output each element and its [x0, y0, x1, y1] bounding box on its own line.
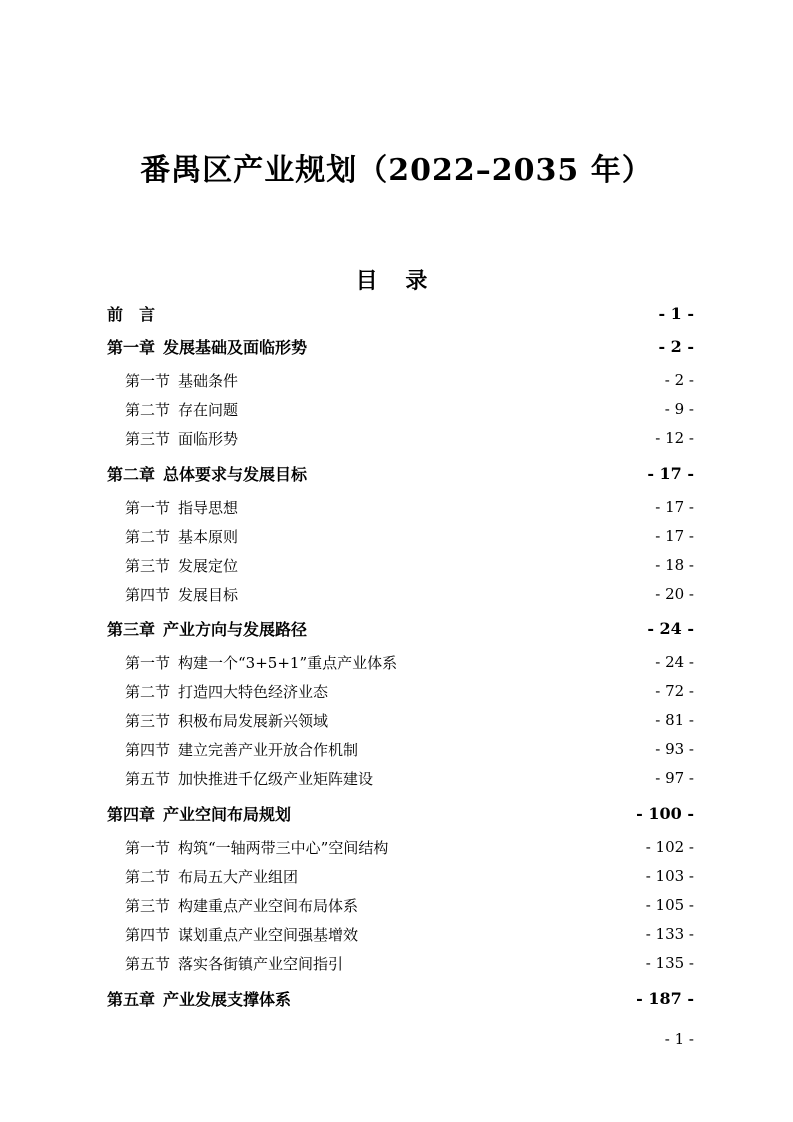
toc-entry-label — [125, 555, 238, 576]
toc-entry-number: 第二节 — [125, 400, 171, 419]
toc-dot-leader — [360, 934, 644, 935]
toc-section-entry[interactable] — [107, 423, 694, 453]
toc-entry-text: 基础条件 — [178, 371, 239, 390]
toc-entry-page: - 135 - — [645, 954, 694, 972]
toc-entry-text: 落实各街镇产业空间指引 — [178, 954, 344, 973]
toc-entry-text: 打造四大特色经济业态 — [178, 682, 329, 701]
toc-heading: 目 录 — [355, 268, 438, 294]
toc-section-entry[interactable] — [107, 394, 694, 424]
toc-entry-label — [107, 617, 307, 640]
toc-entry-number: 第四节 — [125, 925, 171, 944]
toc-section-entry[interactable] — [107, 919, 694, 949]
toc-entry-page: - 17 - — [655, 527, 694, 545]
toc-entry-text: 发展定位 — [178, 556, 239, 575]
toc-entry-label — [107, 335, 307, 358]
toc-entry-text: 总体要求与发展目标 — [163, 464, 308, 484]
toc-entry-page: - 102 - — [645, 838, 694, 856]
toc-entry-number: 第一节 — [125, 653, 171, 672]
toc-section-entry[interactable] — [107, 676, 694, 706]
toc-entry-text: 面临形势 — [178, 429, 239, 448]
toc-dot-leader — [240, 565, 653, 566]
toc-entry-text: 布局五大产业组团 — [178, 867, 299, 886]
toc-dot-leader — [240, 536, 653, 537]
toc-section-entry[interactable] — [107, 763, 694, 793]
toc-entry-label — [125, 837, 388, 858]
toc-section-entry[interactable] — [107, 890, 694, 920]
toc-entry-number: 第四章 — [107, 804, 156, 824]
toc-dot-leader — [390, 847, 643, 848]
toc-entry-number: 第五节 — [125, 769, 171, 788]
toc-section-entry[interactable] — [107, 705, 694, 735]
toc-entry-number: 第三节 — [125, 711, 171, 730]
toc-entry-text: 建立完善产业开放合作机制 — [178, 740, 359, 759]
toc-entry-text: 产业空间布局规划 — [163, 804, 292, 824]
toc-entry-number: 第四节 — [125, 740, 171, 759]
toc-entry-label — [107, 462, 307, 485]
toc-entry-page: - 9 - — [664, 400, 694, 418]
toc-dot-leader — [309, 473, 645, 474]
toc-entry-number: 第三节 — [125, 429, 171, 448]
toc-entry-label — [125, 895, 358, 916]
toc-entry-page: - 97 - — [655, 769, 694, 787]
toc-entry-text: 构筑“一轴两带三中心”空间结构 — [178, 838, 389, 857]
toc-entry-page: - 103 - — [645, 867, 694, 885]
toc-section-entry[interactable] — [107, 861, 694, 891]
toc-chapter-entry[interactable] — [107, 458, 694, 488]
toc-entry-label — [125, 866, 298, 887]
toc-entry-number: 第一节 — [125, 838, 171, 857]
toc-entry-number: 第二章 — [107, 464, 156, 484]
toc-entry-text: 构建一个“3+5+1”重点产业体系 — [178, 653, 398, 672]
toc-entry-number: 第二节 — [125, 682, 171, 701]
toc-entry-page: - 100 - — [636, 803, 694, 823]
toc-section-entry[interactable] — [107, 734, 694, 764]
toc-section-entry[interactable] — [107, 365, 694, 395]
toc-entry-number: 第四节 — [125, 585, 171, 604]
toc-chapter-entry[interactable] — [107, 798, 694, 828]
toc-dot-leader — [360, 905, 644, 906]
toc-dot-leader — [360, 749, 653, 750]
toc-section-entry[interactable] — [107, 832, 694, 862]
toc-dot-leader — [309, 628, 645, 629]
toc-entry-label — [125, 953, 343, 974]
toc-entry-text: 谋划重点产业空间强基增效 — [178, 925, 359, 944]
toc-entry-text: 构建重点产业空间布局体系 — [178, 896, 359, 915]
toc-dot-leader — [240, 438, 653, 439]
toc-entry-label — [125, 739, 358, 760]
toc-section-entry[interactable] — [107, 550, 694, 580]
toc-dot-leader — [309, 346, 656, 347]
toc-entry-number: 第三节 — [125, 556, 171, 575]
toc-dot-leader — [345, 963, 644, 964]
toc-entry-label — [125, 710, 328, 731]
toc-entry-number: 第五章 — [107, 989, 156, 1009]
toc-entry-number: 第三节 — [125, 896, 171, 915]
toc-entry-page: - 2 - — [658, 336, 694, 356]
toc-entry-label — [107, 802, 291, 825]
toc-section-entry[interactable] — [107, 521, 694, 551]
toc-section-entry[interactable] — [107, 647, 694, 677]
toc-entry-page: - 24 - — [655, 653, 694, 671]
toc-entry-label — [125, 652, 397, 673]
toc-dot-leader — [399, 662, 653, 663]
toc-entry-text: 产业方向与发展路径 — [163, 619, 308, 639]
toc-entry-text: 产业发展支撑体系 — [163, 989, 292, 1009]
toc-dot-leader — [330, 720, 653, 721]
toc-entry-page: - 133 - — [645, 925, 694, 943]
toc-entry-label — [125, 370, 238, 391]
toc-entry-number: 第二节 — [125, 867, 171, 886]
toc-chapter-entry[interactable] — [107, 983, 694, 1013]
toc-entry-page: - 24 - — [647, 618, 694, 638]
toc-entry-label — [125, 428, 238, 449]
toc-entry-text: 存在问题 — [178, 400, 239, 419]
toc-chapter-entry[interactable] — [107, 298, 694, 328]
toc-chapter-entry[interactable] — [107, 331, 694, 361]
toc-dot-leader — [293, 998, 634, 999]
toc-entry-page: - 1 - — [658, 303, 694, 323]
toc-entry-text: 基本原则 — [178, 527, 239, 546]
toc-entry-label — [107, 302, 163, 325]
toc-section-entry[interactable] — [107, 492, 694, 522]
toc-entry-page: - 187 - — [636, 988, 694, 1008]
toc-entry-label — [125, 399, 238, 420]
toc-entry-label — [125, 497, 238, 518]
toc-section-entry[interactable] — [107, 948, 694, 978]
toc-entry-label — [125, 768, 373, 789]
toc-entry-label — [125, 924, 358, 945]
toc-entry-page: - 93 - — [655, 740, 694, 758]
toc-entry-label — [107, 987, 291, 1010]
toc-entry-page: - 2 - — [664, 371, 694, 389]
toc-entry-page: - 12 - — [655, 429, 694, 447]
toc-entry-text: 发展目标 — [178, 585, 239, 604]
toc-entry-text: 指导思想 — [178, 498, 239, 517]
toc-entry-number: 第一节 — [125, 498, 171, 517]
toc-dot-leader — [240, 594, 653, 595]
toc-dot-leader — [240, 507, 653, 508]
toc-dot-leader — [165, 313, 656, 314]
toc-dot-leader — [293, 813, 634, 814]
toc-entry-label — [125, 584, 238, 605]
toc-dot-leader — [330, 691, 653, 692]
toc-entry-number: 第一节 — [125, 371, 171, 390]
toc-dot-leader — [240, 409, 663, 410]
toc-entry-page: - 72 - — [655, 682, 694, 700]
toc-entry-number: 第三章 — [107, 619, 156, 639]
toc-entry-number: 第五节 — [125, 954, 171, 973]
toc-entry-number: 第二节 — [125, 527, 171, 546]
document-title: 番禺区产业规划（2022–2035 年） — [140, 153, 653, 188]
toc-chapter-entry[interactable] — [107, 613, 694, 643]
toc-entry-number: 第一章 — [107, 337, 156, 357]
toc-entry-page: - 20 - — [655, 585, 694, 603]
toc-entry-page: - 17 - — [647, 463, 694, 483]
toc-section-entry[interactable] — [107, 579, 694, 609]
toc-entry-text: 发展基础及面临形势 — [163, 337, 308, 357]
toc-entry-text: 加快推进千亿级产业矩阵建设 — [178, 769, 374, 788]
toc-entry-number: 前 言 — [107, 304, 156, 324]
toc-dot-leader — [375, 778, 653, 779]
toc-entry-page: - 105 - — [645, 896, 694, 914]
toc-entry-label — [125, 681, 328, 702]
toc-entry-label — [125, 526, 238, 547]
page-number: - 1 - — [664, 1030, 694, 1048]
toc-entry-text: 积极布局发展新兴领域 — [178, 711, 329, 730]
toc-entry-page: - 17 - — [655, 498, 694, 516]
toc-dot-leader — [300, 876, 644, 877]
toc-entry-page: - 18 - — [655, 556, 694, 574]
toc-dot-leader — [240, 380, 663, 381]
toc-entry-page: - 81 - — [655, 711, 694, 729]
